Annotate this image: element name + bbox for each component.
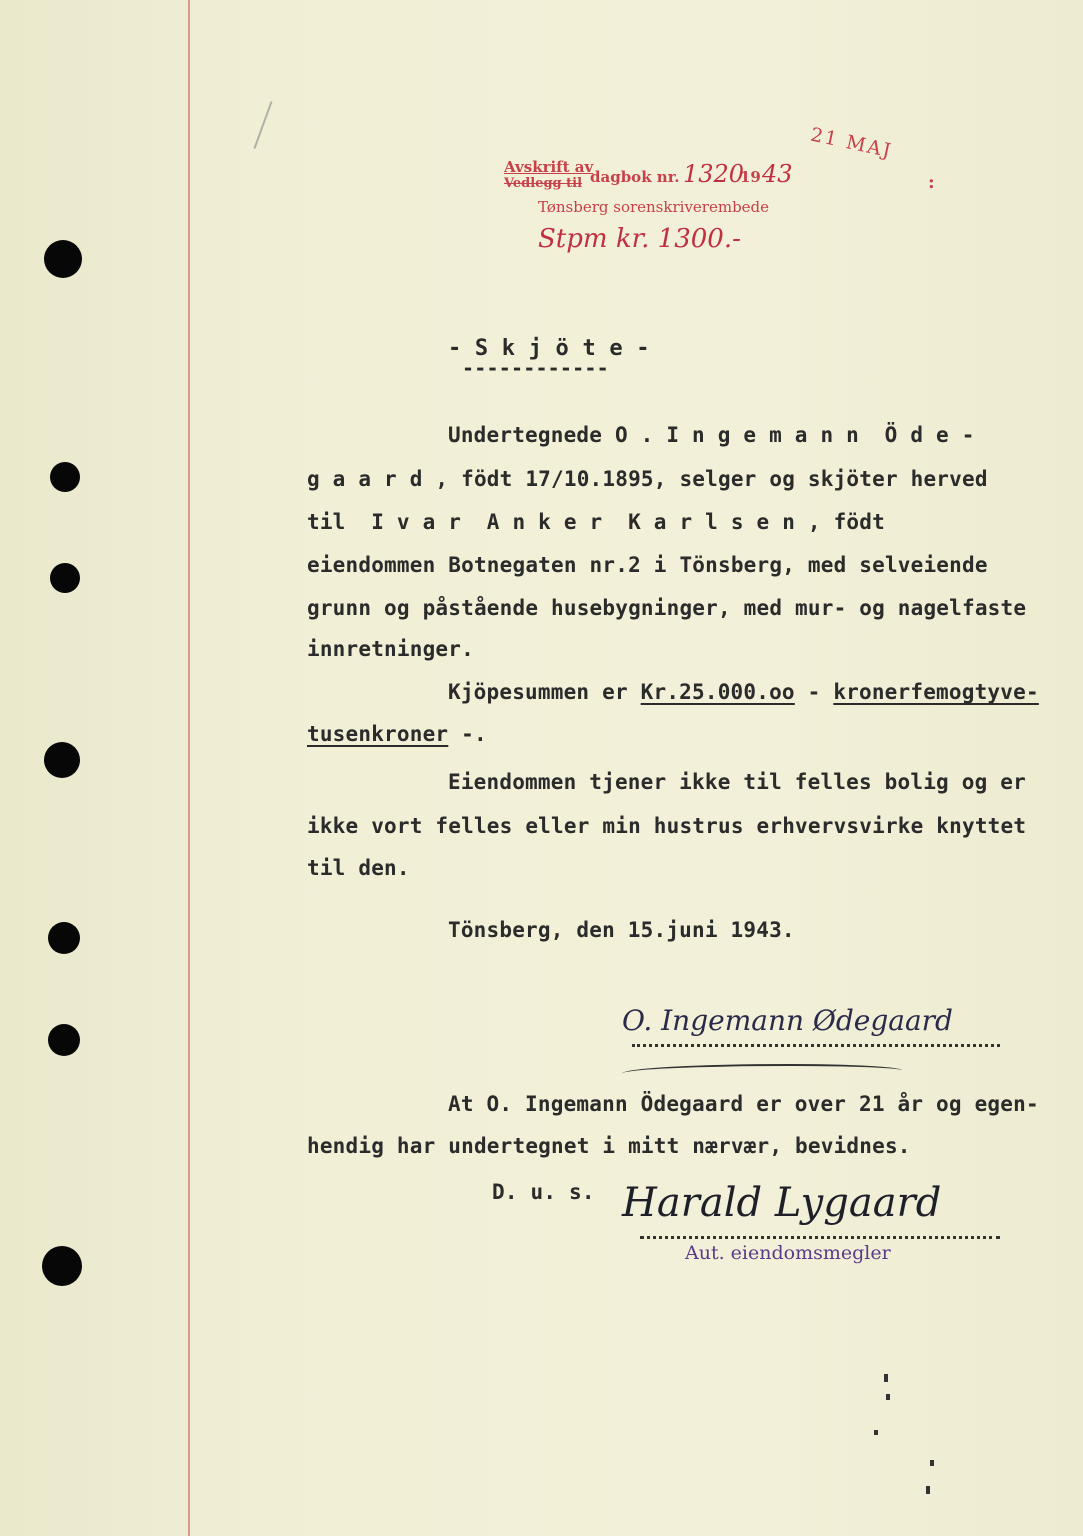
- witness-line: At O. Ingemann Ödegaard er over 21 år og egen-: [448, 1092, 1039, 1116]
- stamp-line-vedlegg: Vedlegg til: [504, 176, 583, 191]
- price-dash: -: [794, 680, 834, 704]
- body-line: eiendommen Botnegaten nr.2 i Tönsberg, med selveiende: [307, 553, 988, 577]
- punch-hole: [48, 922, 80, 954]
- price-amount: Kr.25.000.oo: [640, 680, 795, 704]
- punch-hole: [50, 462, 80, 492]
- body-line: til I v a r A n k e r K a r l s e n , födt: [307, 510, 885, 534]
- punch-hole: [44, 240, 82, 278]
- stamp-mark: :: [928, 172, 935, 193]
- date-stamp: 21 MAJ: [808, 123, 895, 163]
- price-prefix: Kjöpesummen er: [448, 680, 641, 704]
- pencil-mark: [254, 101, 273, 149]
- ink-speck: [874, 1430, 878, 1435]
- title-rule: ------------: [462, 356, 609, 380]
- body-line: g a a r d , födt 17/10.1895, selger og skjöter herved: [307, 467, 988, 491]
- stamp-dagbok-label: dagbok nr.: [590, 168, 680, 186]
- dus-line: D. u. s.: [492, 1180, 595, 1204]
- witness-line: hendig har undertegnet i mitt nærvær, bevidnes.: [307, 1134, 911, 1158]
- witness-dotted-line: [640, 1236, 1000, 1239]
- stamp-year: 43: [762, 160, 793, 188]
- signature-flourish: [622, 1064, 902, 1080]
- stamp-for-label: 19: [740, 168, 761, 186]
- margin-rule: [188, 0, 190, 1536]
- witness-signature: Harald Lygaard: [622, 1180, 942, 1226]
- seller-signature: O. Ingemann Ødegaard: [622, 1004, 953, 1037]
- body-line: ikke vort felles eller min hustrus erhvervsvirke knyttet: [307, 814, 1027, 838]
- stamp-line-avskrift: Avskrift av: [504, 158, 594, 176]
- ink-speck: [926, 1486, 930, 1494]
- ink-speck: [930, 1460, 934, 1466]
- price-end: -.: [448, 722, 487, 746]
- body-line: Undertegnede O . I n g e m a n n Ö d e -: [448, 423, 975, 447]
- stamp-dagbok-number: 1320: [683, 160, 745, 188]
- punch-hole: [50, 563, 80, 593]
- price-words-cont: tusenkroner: [307, 722, 449, 746]
- punch-hole: [48, 1024, 80, 1056]
- price-words: kronerfemogtyve-: [833, 680, 1039, 704]
- purchase-price-line: [448, 680, 1039, 704]
- body-line: innretninger.: [307, 637, 474, 661]
- stamp-fee: Stpm kr. 1300.-: [538, 224, 741, 254]
- body-line: grunn og påstående husebygninger, med mur- og nagelfaste: [307, 596, 1027, 620]
- signature-dotted-line: [632, 1044, 1000, 1047]
- punch-hole: [44, 742, 80, 778]
- ink-speck: [884, 1374, 888, 1382]
- body-line: til den.: [307, 856, 410, 880]
- ink-speck: [886, 1394, 890, 1400]
- stamp-office: Tønsberg sorenskriverembede: [538, 198, 770, 216]
- body-line: Eiendommen tjener ikke til felles bolig og er: [448, 770, 1026, 794]
- punch-hole: [42, 1246, 82, 1286]
- place-date: Tönsberg, den 15.juni 1943.: [448, 918, 795, 942]
- document-title: - S k j ö t e -: [448, 336, 650, 361]
- purchase-price-line-2: [307, 722, 487, 746]
- witness-title: Aut. eiendomsmegler: [685, 1242, 891, 1264]
